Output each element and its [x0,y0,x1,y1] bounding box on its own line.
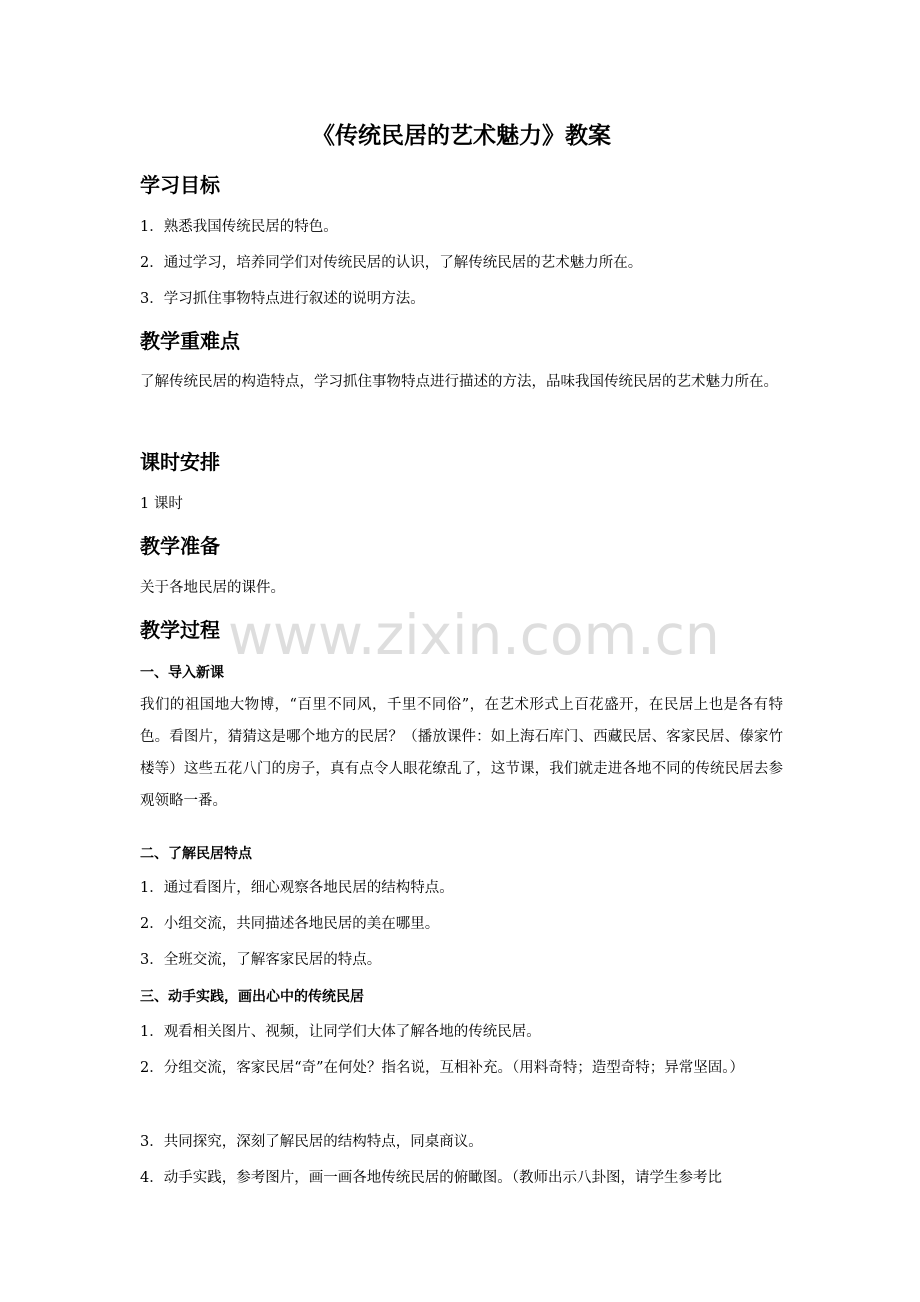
process-part2-item-1: 1．通过看图片，细心观察各地民居的结构特点。 [140,880,454,896]
process-part1-heading: 一、导入新课 [140,665,224,681]
watermark: www.zixin.com.cn [228,603,720,667]
process-part3-item-3: 3．共同探究，深刻了解民居的结构特点，同桌商议。 [140,1134,483,1150]
process-part3-item-1: 1．观看相关图片、视频，让同学们大体了解各地的传统民居。 [140,1024,541,1040]
process-part3-heading: 三、动手实践，画出心中的传统民居 [140,989,364,1005]
section-heading-key-points: 教学重难点 [140,329,240,353]
process-part2-heading: 二、了解民居特点 [140,846,252,862]
process-part1-text: 我们的祖国地大物博，“百里不同风，千里不同俗”，在艺术形式上百花盛开，在民居上也是各有特色。看图片，猜猜这是哪个地方的民居？（播放课件：如上海石库门、西藏民居、客家民居、傣家竹楼等）这些五花八门的房子，真有点令人眼花缭乱了，这节课，我们就走进各地不同的传统民居去参观领略一番。 [140,697,783,809]
process-part2-item-3: 3．全班交流，了解客家民居的特点。 [140,952,382,968]
goal-item-1: 1．熟悉我国传统民居的特色。 [140,219,338,235]
section-heading-preparation: 教学准备 [140,534,220,558]
goal-item-3: 3．学习抓住事物特点进行叙述的说明方法。 [140,291,425,307]
section-heading-schedule: 课时安排 [140,450,220,474]
schedule-text: 1 课时 [140,496,183,512]
preparation-text: 关于各地民居的课件。 [140,580,285,596]
process-part2-item-2: 2．小组交流，共同描述各地民居的美在哪里。 [140,916,440,932]
key-points-text: 了解传统民居的构造特点，学习抓住事物特点进行描述的方法，品味我国传统民居的艺术魅力所在。 [140,374,778,390]
goal-item-2: 2．通过学习，培养同学们对传统民居的认识，了解传统民居的艺术魅力所在。 [140,255,643,271]
section-heading-process: 教学过程 [140,618,220,642]
section-heading-goals: 学习目标 [140,173,220,197]
process-part3-item-2: 2．分组交流，客家民居“奇”在何处？指名说，互相补充。（用料奇特；造型奇特；异常坚固。） [140,1060,745,1076]
process-part3-item-4: 4．动手实践，参考图片，画一画各地传统民居的俯瞰图。（教师出示八卦图，请学生参考比 [140,1170,722,1186]
document-title: 《传统民居的艺术魅力》教案 [312,123,611,149]
